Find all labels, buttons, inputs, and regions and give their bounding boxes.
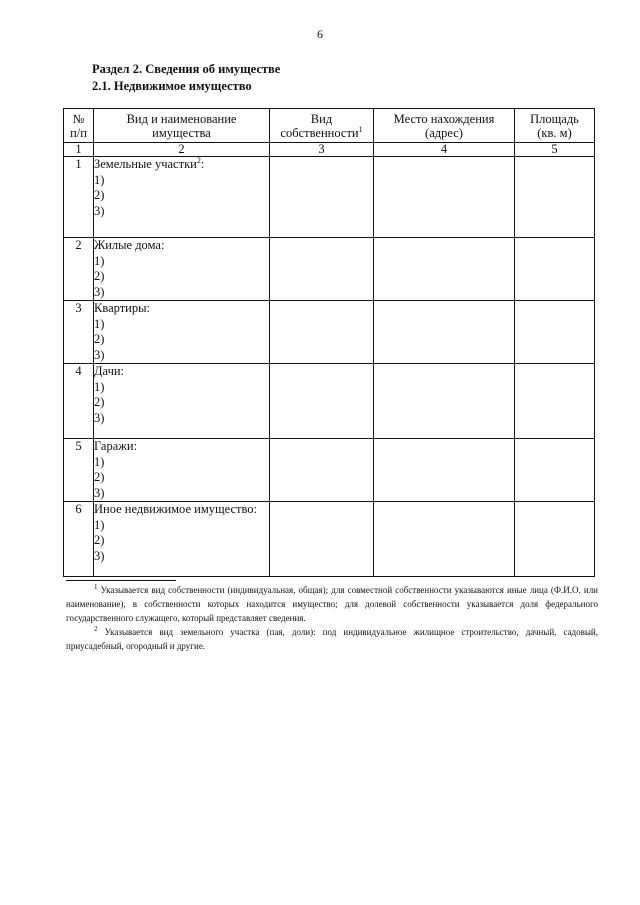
area-cell[interactable] bbox=[515, 364, 595, 439]
section-title: Раздел 2. Сведения об имуществе bbox=[92, 62, 281, 76]
table-row-houses bbox=[64, 238, 595, 301]
footnote-2: $^2$ Указывается вид земельного участка (пая, доли): под индивидуальное жилищное строительство, дачный, садовый, приусадебный, огородный и другие. bbox=[66, 625, 598, 651]
property-kind-label: Жилые дома: bbox=[94, 238, 165, 252]
column-number-row bbox=[64, 143, 595, 157]
list-item: 1) bbox=[94, 454, 105, 469]
table-row-garages bbox=[64, 439, 595, 502]
property-kind-label: Дачи: bbox=[94, 364, 125, 378]
area-cell[interactable] bbox=[515, 238, 595, 301]
row-number: 5 bbox=[64, 439, 94, 502]
list-item: 3) bbox=[94, 548, 105, 563]
property-kind-cell: Земельные участки$^2$: 1) 2) 3) bbox=[94, 157, 270, 238]
page-number: 6 bbox=[317, 27, 323, 41]
list-item: 3) bbox=[94, 410, 105, 425]
property-kind-cell bbox=[94, 238, 270, 301]
row-number: 6 bbox=[64, 502, 94, 577]
location-cell[interactable] bbox=[374, 364, 515, 439]
location-cell[interactable] bbox=[374, 301, 515, 364]
list-item: 2) bbox=[94, 188, 105, 202]
list-item: 3) bbox=[94, 347, 105, 362]
header-location: Место нахождения (адрес) bbox=[374, 109, 515, 143]
list-item: 2) bbox=[94, 470, 105, 484]
property-kind-label: Квартиры: bbox=[94, 301, 150, 315]
area-cell[interactable] bbox=[515, 502, 595, 577]
table-header-row bbox=[64, 109, 595, 143]
list-item: 1) bbox=[94, 253, 105, 268]
list-item: 2) bbox=[94, 533, 105, 547]
column-number: 5 bbox=[515, 143, 595, 157]
list-item: 2) bbox=[94, 269, 105, 283]
header-property-type: Вид и наименование имущества bbox=[94, 109, 270, 143]
table-row-dachas bbox=[64, 364, 595, 439]
location-cell[interactable] bbox=[374, 157, 515, 238]
subsection-title: 2.1. Недвижимое имущество bbox=[92, 79, 252, 93]
list-item: 2) bbox=[94, 332, 105, 346]
column-number: 2 bbox=[94, 143, 270, 157]
property-kind-cell bbox=[94, 439, 270, 502]
list-item: 1) bbox=[94, 379, 105, 394]
list-item: 3) bbox=[94, 203, 105, 218]
location-cell[interactable] bbox=[374, 502, 515, 577]
row-number: 1 bbox=[64, 157, 94, 238]
column-number: 3 bbox=[270, 143, 374, 157]
header-area: Площадь (кв. м) bbox=[515, 109, 595, 143]
list-item: 1) bbox=[94, 316, 105, 331]
location-cell[interactable] bbox=[374, 439, 515, 502]
table-row-apartments bbox=[64, 301, 595, 364]
ownership-type-cell[interactable] bbox=[270, 238, 374, 301]
footnote-1: $^1$ Указывается вид собственности (индивидуальная, общая); для совместной собственности указываются иные лица (Ф.И.О. или наименование), в собственности которых находится имущество; для долевой собственности указывается доля федерального государственного служащего, который представляет сведения. bbox=[66, 583, 598, 623]
area-cell[interactable] bbox=[515, 157, 595, 238]
column-number: 4 bbox=[374, 143, 515, 157]
list-item: 3) bbox=[94, 284, 105, 299]
row-number: 4 bbox=[64, 364, 94, 439]
ownership-type-cell[interactable] bbox=[270, 364, 374, 439]
ownership-type-cell[interactable] bbox=[270, 502, 374, 577]
table-row-other-real-estate bbox=[64, 502, 595, 577]
ownership-type-cell[interactable] bbox=[270, 301, 374, 364]
real-estate-table bbox=[63, 108, 595, 577]
list-item: 1) bbox=[94, 172, 105, 187]
location-cell[interactable] bbox=[374, 238, 515, 301]
ownership-type-cell[interactable] bbox=[270, 439, 374, 502]
property-kind-cell bbox=[94, 502, 270, 577]
property-kind-label: Иное недвижимое имущество: bbox=[94, 502, 258, 516]
footnote-ref-1: 1 bbox=[358, 124, 363, 134]
list-item: 1) bbox=[94, 517, 105, 532]
column-number: 1 bbox=[64, 143, 94, 157]
footnote-ref-2: 2 bbox=[196, 155, 201, 165]
footnotes bbox=[66, 583, 598, 653]
header-number: № п/п bbox=[64, 109, 94, 143]
row-number: 2 bbox=[64, 238, 94, 301]
area-cell[interactable] bbox=[515, 439, 595, 502]
list-item: 2) bbox=[94, 395, 105, 409]
area-cell[interactable] bbox=[515, 301, 595, 364]
row-number: 3 bbox=[64, 301, 94, 364]
property-kind-cell bbox=[94, 301, 270, 364]
list-item: 3) bbox=[94, 485, 105, 500]
table-row-land-plots bbox=[64, 157, 595, 238]
property-kind-label: Земельные участки bbox=[94, 157, 197, 171]
ownership-type-cell[interactable] bbox=[270, 157, 374, 238]
header-ownership-type: Вид собственности$^1$ bbox=[270, 109, 374, 143]
property-kind-cell bbox=[94, 364, 270, 439]
footnote-separator bbox=[66, 580, 176, 581]
property-kind-label: Гаражи: bbox=[94, 439, 138, 453]
